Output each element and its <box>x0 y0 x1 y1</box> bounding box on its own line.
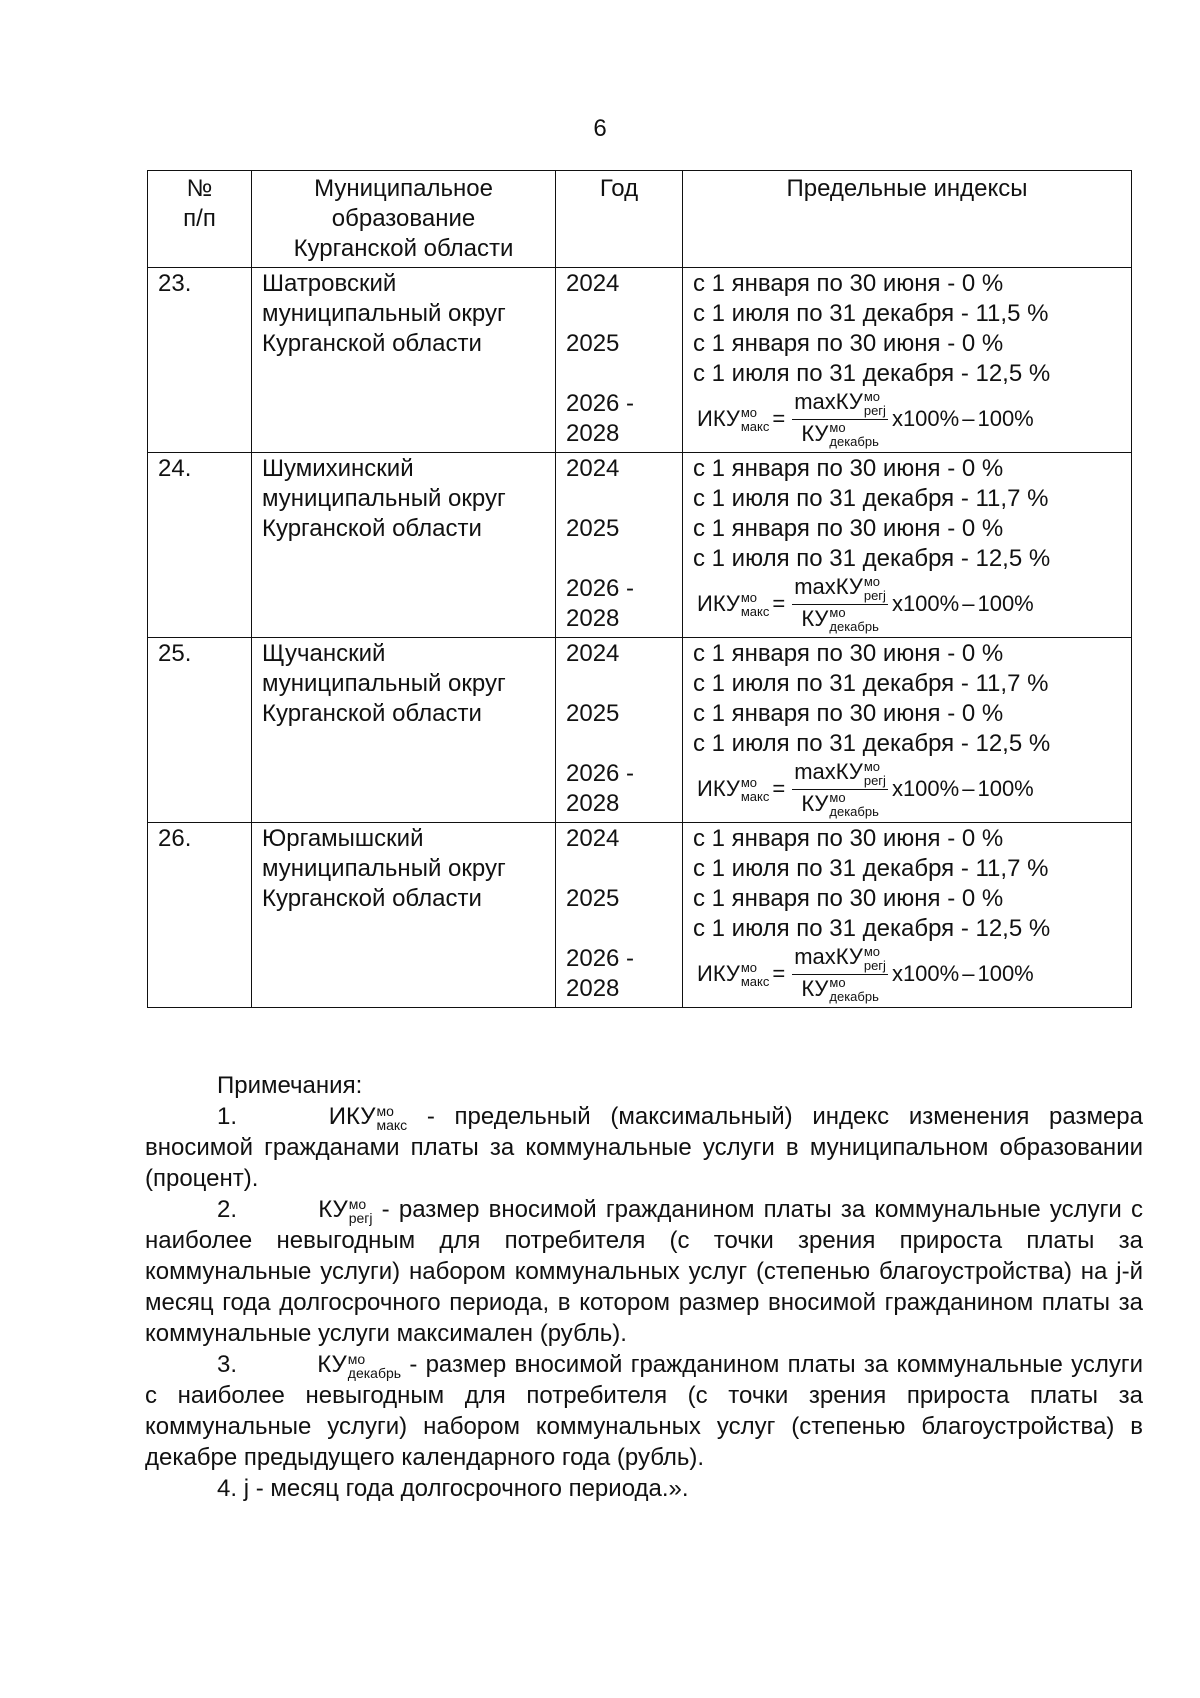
note-item <box>145 1101 1143 1194</box>
header-municipality-line: образование <box>331 205 476 232</box>
formula-percent: % <box>939 776 960 801</box>
index-line: с 1 января по 30 июня - 0 % <box>693 455 1004 482</box>
formula-den-sup: мо <box>829 604 846 620</box>
year-2024: 2024 <box>566 640 620 667</box>
header-indexes-label: Предельные индексы <box>786 175 1028 202</box>
note-text: j - месяц года долгосрочного периода.». <box>243 1475 689 1502</box>
row-number-cell <box>148 638 252 823</box>
formula-numerator <box>792 574 888 604</box>
note-text: - предельный (максимальный) индекс изменения размера вносимой гражданами платы за коммунальные услуги в муниципальном образовании (процент). <box>145 1103 1143 1192</box>
note-symbol <box>246 1194 372 1225</box>
header-year-label: Год <box>599 175 639 202</box>
formula-equals: = <box>772 591 786 616</box>
index-line: с 1 января по 30 июня - 0 % <box>693 825 1004 852</box>
formula-den-sup: мо <box>829 974 846 990</box>
row-number: 25. <box>158 640 192 667</box>
index-line: с 1 января по 30 июня - 0 % <box>693 700 1004 727</box>
formula-num-sup: мо <box>863 943 881 959</box>
formula-numerator <box>792 944 888 974</box>
index-line: с 1 июля по 31 декабря - 11,7 % <box>693 485 1049 512</box>
year-2024: 2024 <box>566 270 620 297</box>
formula-percent: % <box>939 961 960 986</box>
note-symbol-scripts <box>349 1197 373 1225</box>
note-text: - размер вносимой гражданином платы за коммунальные услуги с наиболее невыгодным для потребителя (с точки зрения прироста платы за коммунальные услуги) набором коммунальных услуг (степенью благоустройства) в декабре предыдущего календарного года (рубль). <box>145 1351 1144 1471</box>
note-item <box>145 1349 1143 1473</box>
header-year <box>556 171 683 268</box>
row-municipality-cell <box>252 823 556 1008</box>
formula-den-sub: декабрь <box>829 988 879 1004</box>
formula-lhs-scripts <box>741 591 770 619</box>
year-range-end: 2028 <box>566 790 620 817</box>
formula-lhs-base: ИКУ <box>697 405 740 431</box>
formula-lhs <box>697 774 769 804</box>
formula-num-sub: регj <box>863 772 886 788</box>
formula-lhs-base: ИКУ <box>697 775 740 801</box>
formula-denominator <box>799 975 881 1004</box>
limit-indexes-table <box>147 170 1132 1008</box>
municipality-name-line: Курганской области <box>262 885 482 912</box>
formula-minus: – <box>962 406 975 431</box>
table-row <box>148 268 1132 453</box>
year-2025: 2025 <box>566 885 620 912</box>
index-line: с 1 июля по 31 декабря - 12,5 % <box>693 915 1051 942</box>
formula-lhs-sup: мо <box>740 775 758 791</box>
formula-den-scripts <box>829 421 878 449</box>
formula-fraction <box>792 389 888 448</box>
year-range-start: 2026 - <box>566 760 635 787</box>
row-municipality-cell <box>252 268 556 453</box>
year-range-start: 2026 - <box>566 945 635 972</box>
note-item <box>145 1473 1143 1504</box>
formula-percent: % <box>939 406 960 431</box>
formula-denominator <box>799 420 881 449</box>
formula-den-sup: мо <box>829 419 846 435</box>
year-spacer <box>566 854 672 884</box>
row-year-cell <box>556 638 683 823</box>
formula-times: x <box>891 776 903 801</box>
notes-list <box>145 1101 1143 1504</box>
year-spacer <box>566 669 672 699</box>
index-formula <box>697 389 1121 449</box>
index-formula <box>697 944 1121 1004</box>
municipality-name-line: Щучанский <box>262 640 386 667</box>
formula-lhs-sup: мо <box>740 405 758 421</box>
formula-fraction <box>792 759 888 818</box>
header-municipality-line: Муниципальное <box>314 175 493 202</box>
note-symbol-sub: макс <box>376 1116 408 1133</box>
formula-lhs-sub: макс <box>740 419 770 435</box>
formula-minus: – <box>962 961 975 986</box>
formula-num-sub: регj <box>863 587 886 603</box>
year-range-end: 2028 <box>566 420 620 447</box>
index-line: с 1 января по 30 июня - 0 % <box>693 270 1004 297</box>
note-symbol <box>245 1349 401 1380</box>
formula-num-sup: мо <box>863 573 881 589</box>
formula-den-sub: декабрь <box>829 803 879 819</box>
formula-num-base: maxКУ <box>794 944 863 970</box>
note-number: 1. <box>217 1103 257 1130</box>
index-line: с 1 января по 30 июня - 0 % <box>693 330 1004 357</box>
note-item <box>145 1194 1143 1349</box>
formula-lhs-sup: мо <box>740 960 758 976</box>
note-symbol-scripts <box>348 1352 401 1380</box>
formula-den-base: КУ <box>801 605 829 631</box>
note-text: - размер вносимой гражданином платы за коммунальные услуги с наиболее невыгодным для потребителя (с точки зрения прироста платы за коммунальные услуги) набором коммунальных услуг (степенью благоустройства) на j-й месяц года долгосрочного периода, в котором размер вносимой гражданином платы за коммунальные услуги максимален (рубль). <box>145 1196 1143 1347</box>
year-spacer <box>566 484 672 514</box>
formula-num-base: maxКУ <box>794 574 863 600</box>
formula-minus: – <box>962 591 975 616</box>
formula-hundred-percent: 100% <box>977 961 1034 986</box>
note-symbol-sup: мо <box>348 1195 367 1212</box>
year-2024: 2024 <box>566 455 620 482</box>
row-municipality-cell <box>252 638 556 823</box>
index-line: с 1 января по 30 июня - 0 % <box>693 640 1004 667</box>
formula-num-sub: регj <box>863 402 886 418</box>
formula-den-base: КУ <box>801 790 829 816</box>
index-line: с 1 июля по 31 декабря - 11,7 % <box>693 670 1049 697</box>
index-line: с 1 июля по 31 декабря - 12,5 % <box>693 360 1051 387</box>
formula-hundred: 100 <box>902 406 940 431</box>
formula-num-scripts <box>864 945 886 973</box>
row-indexes-cell <box>683 268 1132 453</box>
formula-fraction <box>792 574 888 633</box>
formula-den-scripts <box>829 976 878 1004</box>
year-range-start: 2026 - <box>566 575 635 602</box>
formula-hundred: 100 <box>902 776 940 801</box>
note-symbol-scripts <box>376 1104 407 1132</box>
formula-num-base: maxКУ <box>794 389 863 415</box>
formula-lhs-base: ИКУ <box>697 590 740 616</box>
municipality-name-line: Курганской области <box>262 330 482 357</box>
year-spacer <box>566 729 672 759</box>
formula-den-scripts <box>829 791 878 819</box>
municipality-name-line: муниципальный округ <box>262 855 506 882</box>
note-symbol-base: КУ <box>318 1196 348 1223</box>
index-line: с 1 июля по 31 декабря - 11,5 % <box>693 300 1049 327</box>
header-num-line: п/п <box>183 205 216 232</box>
formula-lhs-scripts <box>741 406 770 434</box>
formula-denominator <box>799 605 881 634</box>
table-header-row <box>148 171 1132 268</box>
index-line: с 1 января по 30 июня - 0 % <box>693 515 1004 542</box>
note-number: 3. <box>217 1351 246 1378</box>
formula-numerator <box>792 389 888 419</box>
row-number-cell <box>148 823 252 1008</box>
municipality-name-line: Курганской области <box>262 700 482 727</box>
formula-hundred-percent: 100% <box>977 776 1034 801</box>
header-municipality <box>252 171 556 268</box>
row-number: 23. <box>158 270 192 297</box>
municipality-name-line: муниципальный округ <box>262 485 506 512</box>
year-range-start: 2026 - <box>566 390 635 417</box>
index-line: с 1 июля по 31 декабря - 12,5 % <box>693 545 1051 572</box>
formula-num-sup: мо <box>863 758 881 774</box>
formula-hundred-percent: 100% <box>977 406 1034 431</box>
notes-title: Примечания: <box>217 1072 363 1099</box>
page-number: 6 <box>593 115 607 142</box>
index-formula <box>697 574 1121 634</box>
year-spacer <box>566 299 672 329</box>
row-year-cell <box>556 268 683 453</box>
header-num <box>148 171 252 268</box>
row-municipality-cell <box>252 453 556 638</box>
note-symbol-sup: мо <box>347 1350 366 1367</box>
header-num-line: № <box>186 175 213 202</box>
formula-num-scripts <box>864 760 886 788</box>
row-year-cell <box>556 823 683 1008</box>
formula-lhs <box>697 589 769 619</box>
formula-lhs <box>697 959 769 989</box>
year-spacer <box>566 544 672 574</box>
formula-equals: = <box>772 776 786 801</box>
row-indexes-cell <box>683 823 1132 1008</box>
year-range-end: 2028 <box>566 605 620 632</box>
formula-den-sup: мо <box>829 789 846 805</box>
note-symbol-base: КУ <box>317 1351 347 1378</box>
municipality-name-line: Юргамышский <box>262 825 424 852</box>
formula-numerator <box>792 759 888 789</box>
formula-percent: % <box>939 591 960 616</box>
row-indexes-cell <box>683 453 1132 638</box>
formula-times: x <box>891 961 903 986</box>
formula-den-sub: декабрь <box>829 618 879 634</box>
formula-times: x <box>891 591 903 616</box>
formula-fraction <box>792 944 888 1003</box>
note-number: 4. <box>217 1475 244 1502</box>
formula-hundred: 100 <box>902 591 940 616</box>
table-row <box>148 823 1132 1008</box>
formula-lhs-sub: макс <box>740 789 770 805</box>
formula-num-sup: мо <box>863 388 881 404</box>
formula-num-scripts <box>864 390 886 418</box>
notes-section <box>145 1070 1143 1504</box>
municipality-name-line: муниципальный округ <box>262 300 506 327</box>
table-row <box>148 638 1132 823</box>
year-range-end: 2028 <box>566 975 620 1002</box>
row-number: 26. <box>158 825 192 852</box>
row-number: 24. <box>158 455 192 482</box>
year-2025: 2025 <box>566 700 620 727</box>
municipality-name-line: муниципальный округ <box>262 670 506 697</box>
formula-lhs-sup: мо <box>740 590 758 606</box>
note-number: 2. <box>217 1196 247 1223</box>
formula-equals: = <box>772 961 786 986</box>
formula-minus: – <box>962 776 975 801</box>
table-row <box>148 453 1132 638</box>
formula-den-base: КУ <box>801 975 829 1001</box>
formula-lhs-sub: макс <box>740 974 770 990</box>
year-2025: 2025 <box>566 515 620 542</box>
municipality-name-line: Шатровский <box>262 270 397 297</box>
formula-times: x <box>891 406 903 431</box>
index-line: с 1 января по 30 июня - 0 % <box>693 885 1004 912</box>
formula-equals: = <box>772 406 786 431</box>
note-symbol-sup: мо <box>376 1102 394 1119</box>
formula-lhs-base: ИКУ <box>697 960 740 986</box>
header-municipality-line: Курганской области <box>293 235 514 262</box>
formula-num-base: maxКУ <box>794 759 863 785</box>
index-line: с 1 июля по 31 декабря - 12,5 % <box>693 730 1051 757</box>
year-spacer <box>566 359 672 389</box>
year-spacer <box>566 914 672 944</box>
formula-denominator <box>799 790 881 819</box>
formula-lhs-scripts <box>741 961 770 989</box>
formula-den-sub: декабрь <box>829 433 879 449</box>
note-symbol-sub: регj <box>348 1209 373 1226</box>
year-2025: 2025 <box>566 330 620 357</box>
formula-lhs <box>697 404 769 434</box>
formula-lhs-sub: макс <box>740 604 770 620</box>
formula-hundred-percent: 100% <box>977 591 1034 616</box>
note-symbol-sub: декабрь <box>347 1364 402 1381</box>
formula-den-base: КУ <box>801 420 829 446</box>
formula-hundred: 100 <box>902 961 940 986</box>
formula-num-scripts <box>864 575 886 603</box>
row-number-cell <box>148 453 252 638</box>
note-symbol <box>257 1101 407 1132</box>
header-indexes <box>683 171 1132 268</box>
formula-lhs-scripts <box>741 776 770 804</box>
formula-den-scripts <box>829 606 878 634</box>
municipality-name-line: Курганской области <box>262 515 482 542</box>
index-formula <box>697 759 1121 819</box>
index-line: с 1 июля по 31 декабря - 11,7 % <box>693 855 1049 882</box>
formula-num-sub: регj <box>863 957 886 973</box>
row-indexes-cell <box>683 638 1132 823</box>
municipality-name-line: Шумихинский <box>262 455 414 482</box>
row-number-cell <box>148 268 252 453</box>
row-year-cell <box>556 453 683 638</box>
note-symbol-base: ИКУ <box>328 1103 376 1130</box>
year-2024: 2024 <box>566 825 620 852</box>
